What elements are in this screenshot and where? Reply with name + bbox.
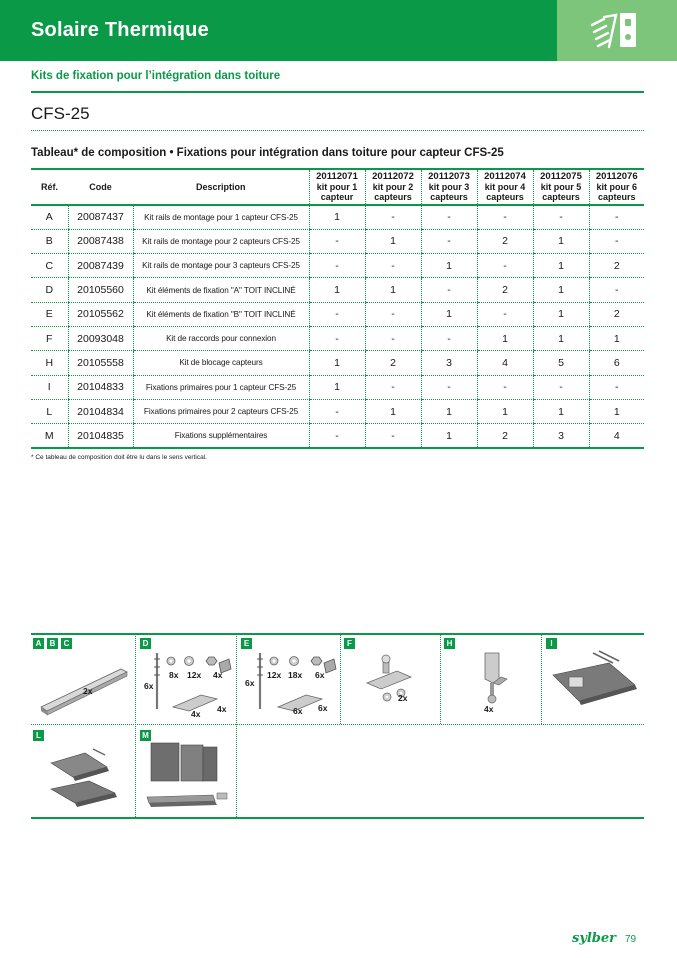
- divider: [31, 817, 644, 819]
- cell-quantity: -: [421, 278, 477, 302]
- cell-code: 20087439: [68, 254, 133, 278]
- kit-badge-m: M: [140, 730, 151, 741]
- qty-label: 18x: [288, 670, 303, 680]
- cell-quantity: -: [365, 326, 421, 350]
- cell-quantity: 4: [589, 424, 644, 448]
- cell-quantity: 2: [589, 254, 644, 278]
- cell-quantity: -: [589, 375, 644, 399]
- cell-quantity: -: [589, 205, 644, 229]
- cell-quantity: -: [309, 229, 365, 253]
- header-code: Code: [68, 169, 133, 205]
- divider: [31, 633, 644, 635]
- cell-ref: H: [31, 351, 68, 375]
- qty-label: 4x: [191, 709, 201, 719]
- cell-quantity: 4: [477, 351, 533, 375]
- cell-ref: L: [31, 399, 68, 423]
- cell-ref: A: [31, 205, 68, 229]
- table-row: [31, 205, 644, 229]
- qty-label: 6x: [293, 706, 303, 716]
- qty-label: 12x: [267, 670, 282, 680]
- cell-quantity: -: [421, 326, 477, 350]
- cell-quantity: 2: [589, 302, 644, 326]
- qty-label: 2x: [398, 693, 408, 703]
- cell-quantity: 5: [533, 351, 589, 375]
- cell-description: Kit rails de montage pour 1 capteur CFS-25: [133, 205, 309, 229]
- cell-quantity: 1: [533, 278, 589, 302]
- qty-label: 8x: [169, 670, 179, 680]
- cell-code: 20104833: [68, 375, 133, 399]
- qty-label: 6x: [245, 678, 255, 688]
- qty-label: 2x: [83, 686, 93, 696]
- cell-code: 20105560: [68, 278, 133, 302]
- table-row: [31, 278, 644, 302]
- cell-quantity: -: [533, 375, 589, 399]
- header-kit: 20112074 kit pour 4 capteurs: [477, 169, 533, 205]
- divider-vertical: [340, 633, 341, 724]
- table-footnote: * Ce tableau de composition doit être lu dans le sens vertical.: [31, 454, 207, 461]
- composition-table: [31, 168, 644, 449]
- cell-quantity: -: [365, 205, 421, 229]
- table-row: [31, 326, 644, 350]
- cell-quantity: 6: [589, 351, 644, 375]
- cell-quantity: 1: [365, 229, 421, 253]
- cell-description: Kit éléments de fixation "A" TOIT INCLINÉ: [133, 278, 309, 302]
- qty-label: 4x: [484, 704, 494, 714]
- cell-quantity: -: [533, 205, 589, 229]
- qty-label: 6x: [315, 670, 325, 680]
- cell-ref: B: [31, 229, 68, 253]
- cell-quantity: -: [309, 326, 365, 350]
- cell-quantity: 1: [589, 399, 644, 423]
- header-description: Description: [133, 169, 309, 205]
- cell-quantity: -: [309, 302, 365, 326]
- cell-ref: F: [31, 326, 68, 350]
- divider-vertical: [236, 633, 237, 817]
- additional-fixations-illustration: [143, 739, 235, 813]
- solar-thermal-panel-icon: [590, 9, 644, 51]
- divider-dotted: [31, 130, 644, 131]
- table-row: [31, 424, 644, 448]
- primary-fixations-2-illustration: [45, 741, 133, 813]
- cell-quantity: -: [477, 375, 533, 399]
- cell-quantity: -: [365, 375, 421, 399]
- cell-quantity: 1: [309, 351, 365, 375]
- cell-code: 20105558: [68, 351, 133, 375]
- table-row: [31, 351, 644, 375]
- kit-badge-l: L: [33, 730, 44, 741]
- cell-quantity: 3: [533, 424, 589, 448]
- cell-quantity: -: [421, 205, 477, 229]
- table-row: [31, 302, 644, 326]
- brand-logo: sylber: [572, 931, 617, 946]
- header-kit: 20112076 kit pour 6 capteurs: [589, 169, 644, 205]
- cell-quantity: 1: [533, 302, 589, 326]
- cell-quantity: -: [477, 254, 533, 278]
- cell-quantity: 2: [477, 424, 533, 448]
- table-row: [31, 375, 644, 399]
- kit-badge-a: A: [33, 638, 44, 649]
- cell-quantity: 1: [421, 399, 477, 423]
- cell-quantity: -: [365, 302, 421, 326]
- header-kit: 20112075 kit pour 5 capteurs: [533, 169, 589, 205]
- cell-quantity: 1: [533, 326, 589, 350]
- cell-ref: E: [31, 302, 68, 326]
- kit-illustrations: [31, 633, 644, 819]
- kit-badge-i: I: [546, 638, 557, 649]
- header-ref: Réf.: [31, 169, 68, 205]
- kit-badge-f: F: [344, 638, 355, 649]
- cell-quantity: 1: [365, 399, 421, 423]
- page-number: 79: [625, 934, 637, 945]
- section-title: Solaire Thermique: [31, 19, 209, 41]
- page-subtitle: Kits de fixation pour l’intégration dans toiture: [31, 70, 281, 82]
- cell-quantity: 1: [421, 302, 477, 326]
- cell-ref: I: [31, 375, 68, 399]
- divider-dotted: [31, 724, 644, 725]
- header-kit: 20112073 kit pour 3 capteurs: [421, 169, 477, 205]
- cell-code: 20093048: [68, 326, 133, 350]
- product-title: CFS-25: [31, 104, 90, 123]
- cell-description: Fixations supplémentaires: [133, 424, 309, 448]
- cell-quantity: -: [365, 254, 421, 278]
- cell-quantity: -: [309, 254, 365, 278]
- table-row: [31, 254, 644, 278]
- kit-badge-e: E: [241, 638, 252, 649]
- header-banner: [0, 0, 677, 61]
- table-row: [31, 229, 644, 253]
- cell-code: 20104834: [68, 399, 133, 423]
- qty-label: 4x: [213, 670, 223, 680]
- cell-quantity: 2: [365, 351, 421, 375]
- cell-quantity: 1: [477, 399, 533, 423]
- cell-code: 20087437: [68, 205, 133, 229]
- qty-label: 12x: [187, 670, 202, 680]
- cell-ref: D: [31, 278, 68, 302]
- cell-quantity: 2: [477, 278, 533, 302]
- cell-quantity: -: [365, 424, 421, 448]
- cell-quantity: 1: [533, 229, 589, 253]
- cell-description: Kit rails de montage pour 2 capteurs CFS-25: [133, 229, 309, 253]
- divider-vertical: [135, 633, 136, 817]
- cell-quantity: 1: [477, 326, 533, 350]
- cell-code: 20104835: [68, 424, 133, 448]
- primary-fixations-1-illustration: [549, 649, 641, 709]
- table-title: Tableau* de composition • Fixations pour intégration dans toiture pour capteur CFS-25: [31, 147, 504, 159]
- cell-description: Fixations primaires pour 2 capteurs CFS-25: [133, 399, 309, 423]
- divider-vertical: [541, 633, 542, 724]
- table-header-row: [31, 169, 644, 205]
- cell-description: Fixations primaires pour 1 capteur CFS-25: [133, 375, 309, 399]
- cell-code: 20105562: [68, 302, 133, 326]
- kit-badge-b: B: [47, 638, 58, 649]
- qty-label: 6x: [318, 703, 328, 713]
- connection-fittings-illustration: [361, 653, 431, 709]
- collector-lock-illustration: [471, 649, 521, 709]
- kit-badge-c: C: [61, 638, 72, 649]
- cell-quantity: 3: [421, 351, 477, 375]
- cell-quantity: -: [477, 302, 533, 326]
- cell-description: Kit rails de montage pour 3 capteurs CFS-25: [133, 254, 309, 278]
- divider-vertical: [440, 633, 441, 724]
- cell-quantity: -: [309, 424, 365, 448]
- kit-badge-h: H: [444, 638, 455, 649]
- cell-quantity: -: [309, 399, 365, 423]
- cell-description: Kit de raccords pour connexion: [133, 326, 309, 350]
- cell-description: Kit de blocage capteurs: [133, 351, 309, 375]
- cell-quantity: 1: [365, 278, 421, 302]
- divider: [31, 91, 644, 93]
- cell-quantity: -: [421, 229, 477, 253]
- cell-quantity: 1: [309, 375, 365, 399]
- cell-quantity: -: [421, 375, 477, 399]
- cell-quantity: 1: [421, 424, 477, 448]
- cell-ref: M: [31, 424, 68, 448]
- cell-code: 20087438: [68, 229, 133, 253]
- cell-description: Kit éléments de fixation "B" TOIT INCLINÉ: [133, 302, 309, 326]
- cell-quantity: 2: [477, 229, 533, 253]
- qty-label: 4x: [217, 704, 227, 714]
- cell-quantity: -: [477, 205, 533, 229]
- qty-label: 6x: [144, 681, 154, 691]
- cell-quantity: 1: [421, 254, 477, 278]
- header-kit: 20112072 kit pour 2 capteurs: [365, 169, 421, 205]
- cell-quantity: 1: [589, 326, 644, 350]
- table-row: [31, 399, 644, 423]
- cell-quantity: 1: [309, 205, 365, 229]
- cell-quantity: 1: [533, 399, 589, 423]
- cell-quantity: -: [589, 278, 644, 302]
- cell-ref: C: [31, 254, 68, 278]
- header-kit: 20112071 kit pour 1 capteur: [309, 169, 365, 205]
- cell-quantity: -: [589, 229, 644, 253]
- kit-badge-d: D: [140, 638, 151, 649]
- section-icon-box: [557, 0, 677, 61]
- cell-quantity: 1: [309, 278, 365, 302]
- cell-quantity: 1: [533, 254, 589, 278]
